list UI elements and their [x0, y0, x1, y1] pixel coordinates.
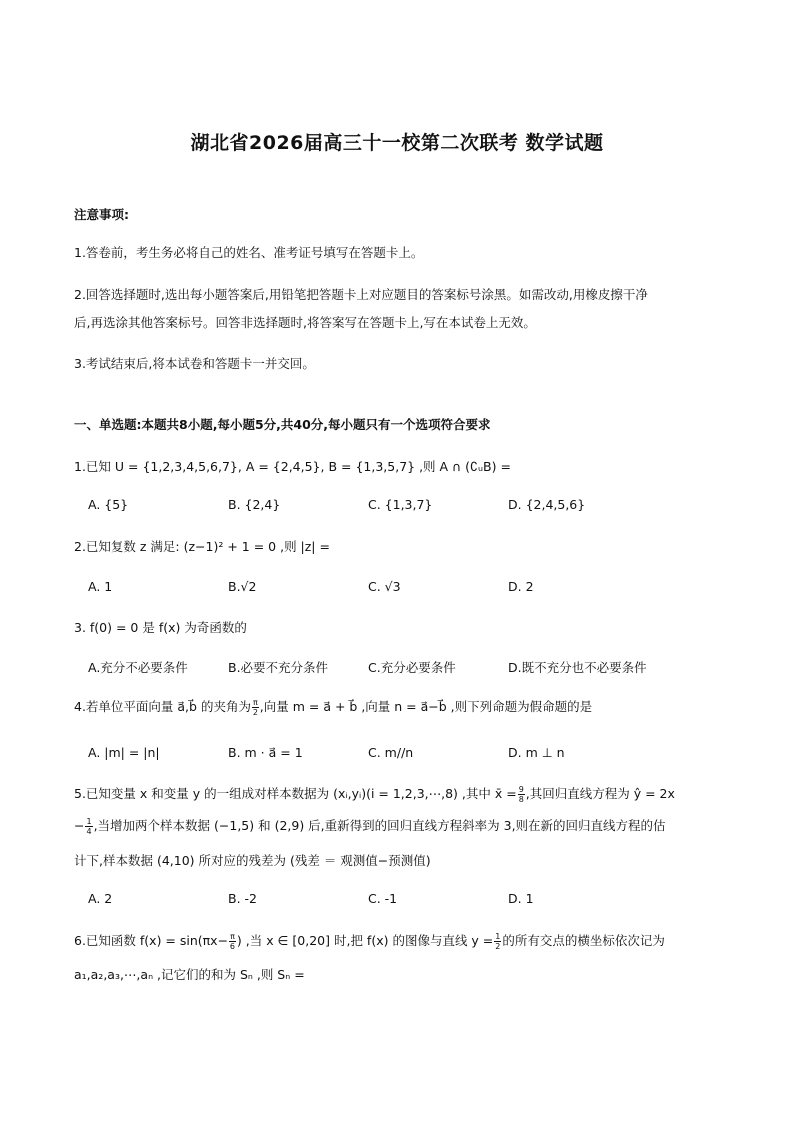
question-3-option-a: A.充分不必要条件 — [88, 660, 188, 675]
question-5-line-1-pre: 5.已知变量 x 和变量 y 的一组成对样本数据为 (xᵢ,yᵢ)(i = 1,2,3,⋯,8) ,其中 x̄ = — [74, 786, 517, 801]
section-heading: 一、单选题:本题共8小题,每小题5分,共40分,每小题只有一个选项符合要求 — [74, 417, 491, 432]
question-5-option-b: B. -2 — [228, 891, 257, 906]
question-4-stem — [74, 697, 592, 717]
question-1-option-b: B. {2,4} — [228, 497, 281, 512]
notice-item-1: 1.答卷前，考生务必将自己的姓名、准考证号填写在答题卡上。 — [74, 245, 424, 260]
question-4-stem-pre: 4.若单位平面向量 a⃗,b⃗ 的夹角为 — [74, 699, 251, 714]
fraction-denominator: 2 — [495, 942, 501, 951]
fraction-denominator: 6 — [229, 942, 236, 951]
question-4-option-b: B. m · a⃗ = 1 — [228, 745, 303, 760]
question-2-stem: 2.已知复数 z 满足: (z−1)² + 1 = 0 ,则 |z| = — [74, 539, 330, 554]
fraction — [494, 932, 501, 951]
question-4-option-c: C. m//n — [368, 745, 414, 760]
question-5-line-2-post: ,当增加两个样本数据 (−1,5) 和 (2,9) 后,重新得到的回归直线方程斜率为 3,则在新的回归直线方程的估 — [93, 818, 666, 833]
fraction — [229, 932, 236, 951]
notice-heading: 注意事项: — [74, 207, 129, 222]
fraction-numerator: π — [252, 698, 258, 707]
notice-item-3: 3.考试结束后,将本试卷和答题卡一并交回。 — [74, 356, 315, 371]
question-2-option-a: A. 1 — [88, 579, 113, 594]
question-3-stem: 3. f(0) = 0 是 f(x) 为奇函数的 — [74, 620, 247, 635]
question-5-line-1 — [74, 784, 675, 804]
fraction-denominator: 2 — [252, 708, 258, 717]
page-title: 湖北省2026届高三十一校第二次联考 数学试题 — [190, 132, 604, 154]
fraction — [518, 785, 525, 804]
question-5-option-c: C. -1 — [368, 891, 398, 906]
fraction-numerator: 1 — [86, 817, 92, 826]
question-3-option-b: B.必要不充分条件 — [228, 660, 329, 675]
question-1-option-d: D. {2,4,5,6} — [508, 497, 586, 512]
question-6-line-1-mid: ) ,当 x ∈ [0,20] 时,把 f(x) 的图像与直线 y = — [236, 933, 494, 948]
fraction-numerator: π — [230, 932, 235, 941]
question-5-line-2-pre: − — [74, 818, 85, 833]
question-4-stem-post: ,向量 m = a⃗ + b⃗ ,向量 n = a⃗−b⃗ ,则下列命题为假命题的是 — [259, 699, 593, 714]
question-5-option-a: A. 2 — [88, 891, 113, 906]
question-1-option-a: A. {5} — [88, 497, 129, 512]
question-1-stem: 1.已知 U = {1,2,3,4,5,6,7}, A = {2,4,5}, B = {1,3,5,7} ,则 A ∩ (∁ᵤB) = — [74, 459, 511, 474]
question-6-line-1-post: 的所有交点的横坐标依次记为 — [502, 933, 665, 948]
question-5-option-d: D. 1 — [508, 891, 534, 906]
question-4-option-d: D. m ⊥ n — [508, 745, 565, 760]
fraction-denominator: 8 — [518, 795, 524, 804]
notice-item-2: 2.回答选择题时,选出每小题答案后,用铅笔把答题卡上对应题目的答案标号涂黑。如需改动,用橡皮擦干净 — [74, 287, 648, 302]
question-6-line-1-pre: 6.已知函数 f(x) = sin(πx− — [74, 933, 229, 948]
notice-item-2-cont: 后,再选涂其他答案标号。回答非选择题时,将答案写在答题卡上,写在本试卷上无效。 — [74, 315, 536, 330]
fraction — [252, 698, 259, 717]
question-3-option-d: D.既不充分也不必要条件 — [508, 660, 647, 675]
question-6-line-1 — [74, 931, 665, 951]
fraction-numerator: 9 — [518, 785, 524, 794]
question-1-option-c: C. {1,3,7} — [368, 497, 433, 512]
question-5-line-1-post: ,其回归直线方程为 ŷ = 2x — [525, 786, 675, 801]
question-2-option-d: D. 2 — [508, 579, 534, 594]
fraction — [85, 817, 92, 836]
question-5-line-2 — [74, 816, 666, 836]
question-3-option-c: C.充分必要条件 — [368, 660, 456, 675]
question-2-option-c: C. √3 — [368, 579, 401, 594]
question-5-line-3: 计下,样本数据 (4,10) 所对应的残差为 (残差 ＝ 观测值−预测值) — [74, 853, 431, 868]
question-6-line-2: a₁,a₂,a₃,⋯,aₙ ,记它们的和为 Sₙ ,则 Sₙ = — [74, 967, 305, 982]
question-4-option-a: A. |m| = |n| — [88, 745, 160, 760]
fraction-numerator: 1 — [495, 932, 501, 941]
question-2-option-b: B.√2 — [228, 579, 257, 594]
fraction-denominator: 4 — [86, 827, 92, 836]
